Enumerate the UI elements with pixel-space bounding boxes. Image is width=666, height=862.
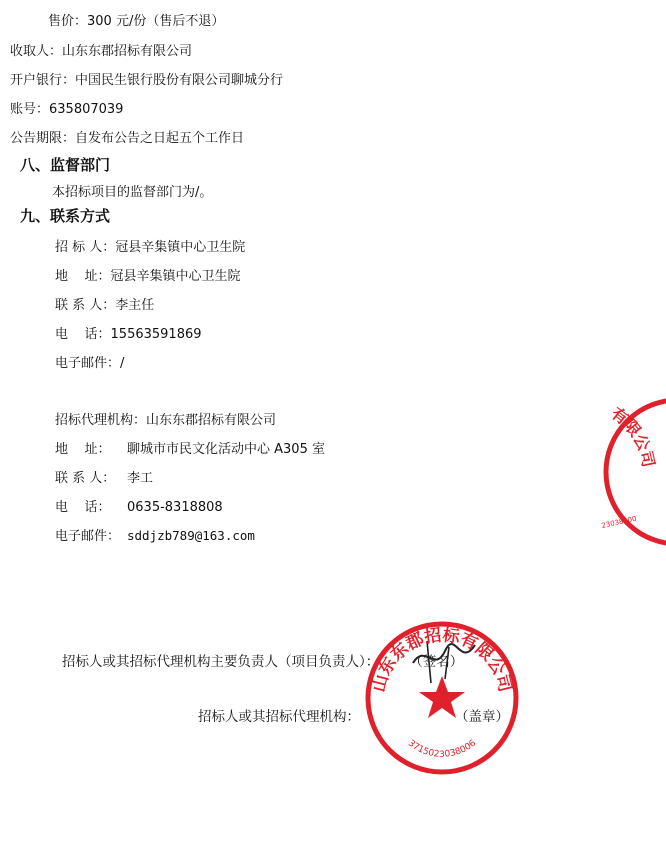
tenderer-phone-row	[55, 323, 202, 342]
tenderer-address-value: 冠县辛集镇中心卫生院	[110, 269, 241, 284]
sale-account: 账号：635807039	[10, 102, 124, 117]
sale-bank: 开户银行：中国民生银行股份有限公司聊城分行	[10, 73, 284, 88]
signature-agency-label: 招标人或其招标代理机构：	[198, 709, 360, 725]
side-seal-text: 有限公司	[607, 403, 659, 469]
seal-main-text: 山东东郡招标有限公司	[369, 625, 515, 695]
agency-phone-label: 电 话：	[55, 500, 111, 515]
tenderer-address-label: 地 址：	[55, 269, 111, 284]
tenderer-contact-value: 李主任	[115, 298, 155, 313]
agency-address-label: 地 址：	[55, 442, 111, 457]
tenderer-name-row	[55, 236, 245, 255]
agency-name-value: 山东东郡招标有限公司	[146, 413, 277, 428]
tenderer-contact-row	[55, 294, 154, 313]
tenderer-email-value: /	[120, 356, 125, 371]
agency-address-row	[55, 438, 325, 457]
sale-price: 售价：300 元/份（售后不退）	[48, 14, 225, 29]
tenderer-name-value: 冠县辛集镇中心卫生院	[115, 240, 246, 255]
section8-title: 八、监督部门	[20, 156, 111, 174]
agency-contact-value: 李工	[127, 471, 154, 486]
agency-email-row	[55, 525, 255, 544]
section8-text: 本招标项目的监督部门为/。	[52, 185, 213, 200]
agency-email-label: 电子邮件：	[55, 529, 121, 544]
sale-period: 公告期限：自发布公告之日起五个工作日	[10, 131, 245, 146]
agency-address-value: 聊城市市民文化活动中心 A305 室	[127, 442, 325, 457]
seal-star-icon	[419, 676, 465, 718]
signature-responsible-label: 招标人或其招标代理机构主要负责人（项目负责人）：	[62, 654, 380, 670]
agency-phone-value: 0635-8318808	[127, 500, 223, 515]
tenderer-contact-label: 联 系 人：	[55, 298, 116, 313]
company-seal	[362, 618, 522, 778]
agency-name-label: 招标代理机构：	[55, 413, 147, 428]
agency-phone-row	[55, 496, 223, 515]
tenderer-name-label: 招 标 人：	[55, 240, 116, 255]
tenderer-address-row	[55, 265, 241, 284]
signature-agency-suffix: （盖章）	[455, 709, 509, 725]
tenderer-phone-label: 电 话：	[55, 327, 111, 342]
side-seal	[600, 396, 666, 546]
agency-name-row	[55, 409, 276, 428]
tenderer-phone-value: 15563591869	[110, 327, 202, 342]
agency-email-value: sddjzb789@163.com	[127, 528, 255, 543]
seal-main-number: 3715023038006	[405, 738, 479, 760]
signature-responsible-suffix: （签名）	[409, 654, 464, 670]
section9-title: 九、联系方式	[20, 207, 111, 225]
sale-payee: 收取人：山东东郡招标有限公司	[10, 44, 193, 59]
side-seal-number: 23038000	[600, 514, 638, 530]
tenderer-email-row	[55, 352, 124, 371]
agency-contact-row	[55, 467, 153, 486]
agency-contact-label: 联 系 人：	[55, 471, 116, 486]
tenderer-email-label: 电子邮件：	[55, 356, 121, 371]
